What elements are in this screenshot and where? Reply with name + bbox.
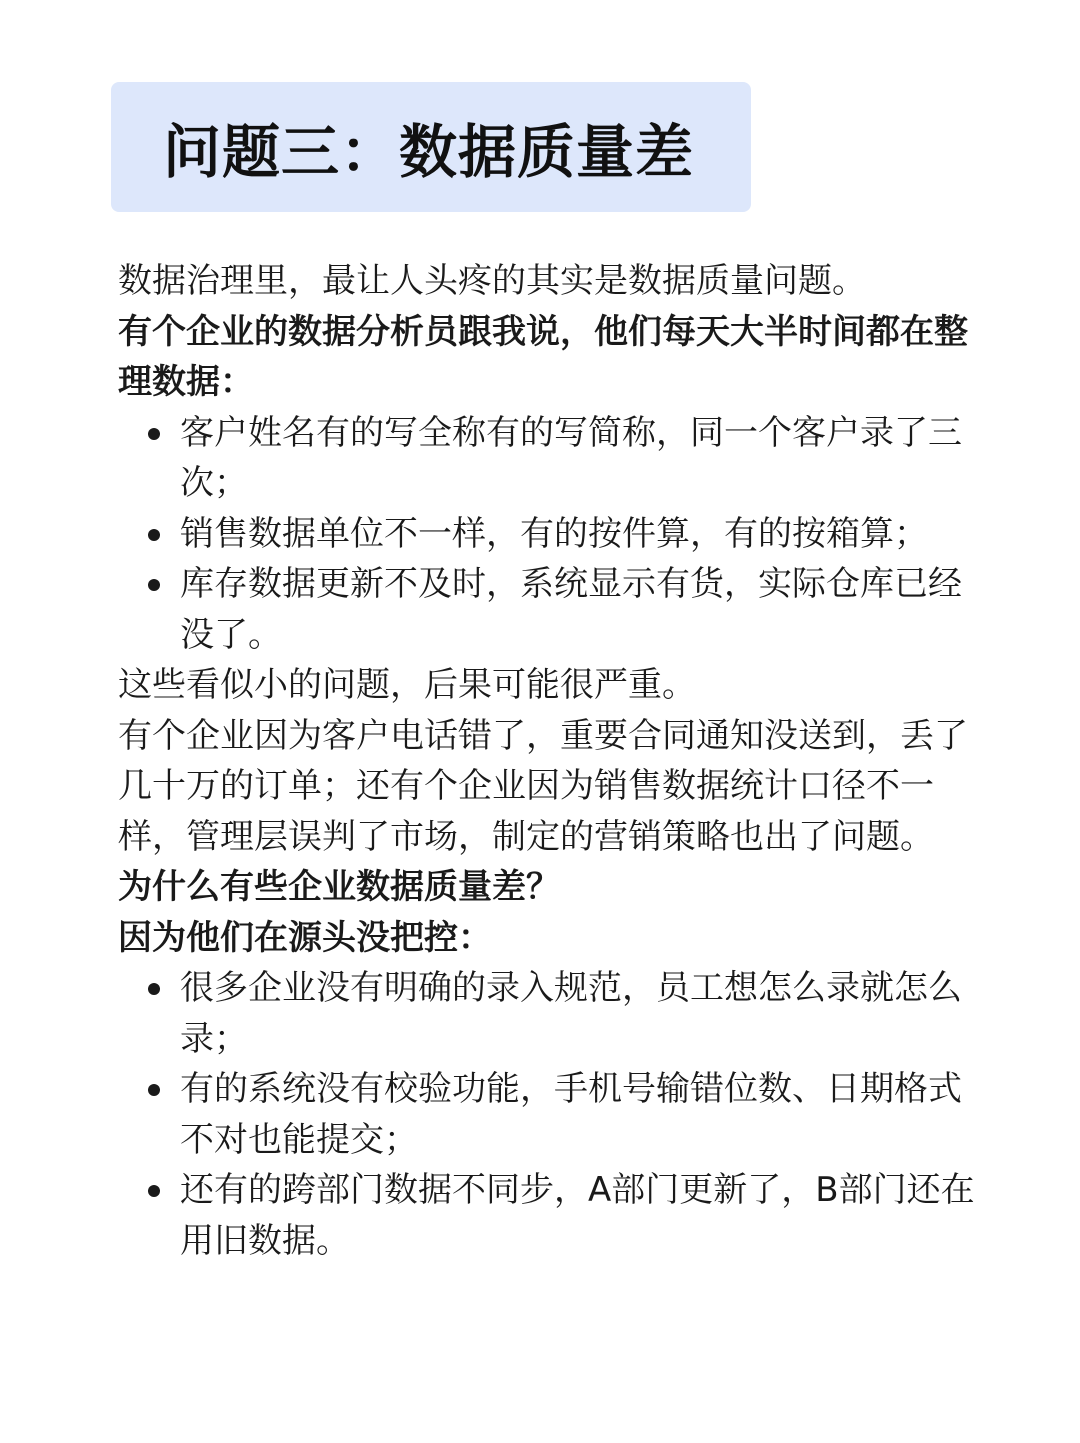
examples-paragraph: 有个企业因为客户电话错了，重要合同通知没送到，丢了几十万的订单；还有个企业因为销售数据统计口径不一样，管理层误判了市场，制定的营销策略也出了问题。: [118, 715, 968, 857]
intro-paragraph: 数据治理里，最让人头疼的其实是数据质量问题。: [118, 261, 866, 301]
list-item: [180, 509, 988, 560]
bullet-icon: [148, 983, 160, 995]
title-banner: [111, 82, 751, 212]
bullet-icon: [148, 428, 160, 440]
list-item-text: 客户姓名有的写全称有的写简称，同一个客户录了三次；: [180, 412, 962, 503]
question-heading: 为什么有些企业数据质量差？: [118, 867, 560, 907]
list-item-text: 有的系统没有校验功能，手机号输错位数、日期格式不对也能提交；: [180, 1069, 962, 1160]
bullet-icon: [148, 1084, 160, 1096]
list-item-text: 库存数据更新不及时，系统显示有货，实际仓库已经没了。: [180, 564, 962, 655]
list-item-text: 还有的跨部门数据不同步，A部门更新了，B部门还在用旧数据。: [180, 1170, 975, 1261]
list-item: [180, 559, 988, 660]
list-item: [180, 963, 988, 1064]
section2-list: [118, 963, 988, 1266]
list-item: [180, 1165, 988, 1266]
list-item: [180, 1064, 988, 1165]
section2-heading: 因为他们在源头没把控：: [118, 917, 492, 958]
page-title: 问题三：数据质量差: [163, 118, 695, 186]
list-item-text: 销售数据单位不一样，有的按件算，有的按箱算；: [180, 513, 928, 554]
bullet-icon: [148, 529, 160, 541]
bullet-icon: [148, 579, 160, 591]
article-body: [118, 256, 988, 1266]
list-item: [180, 408, 988, 509]
bullet-icon: [148, 1185, 160, 1197]
section1-heading: 有个企业的数据分析员跟我说，他们每天大半时间都在整理数据：: [118, 311, 968, 402]
section1-list: [118, 408, 988, 661]
consequence-paragraph: 这些看似小的问题，后果可能很严重。: [118, 665, 696, 705]
list-item-text: 很多企业没有明确的录入规范，员工想怎么录就怎么录；: [180, 968, 962, 1059]
